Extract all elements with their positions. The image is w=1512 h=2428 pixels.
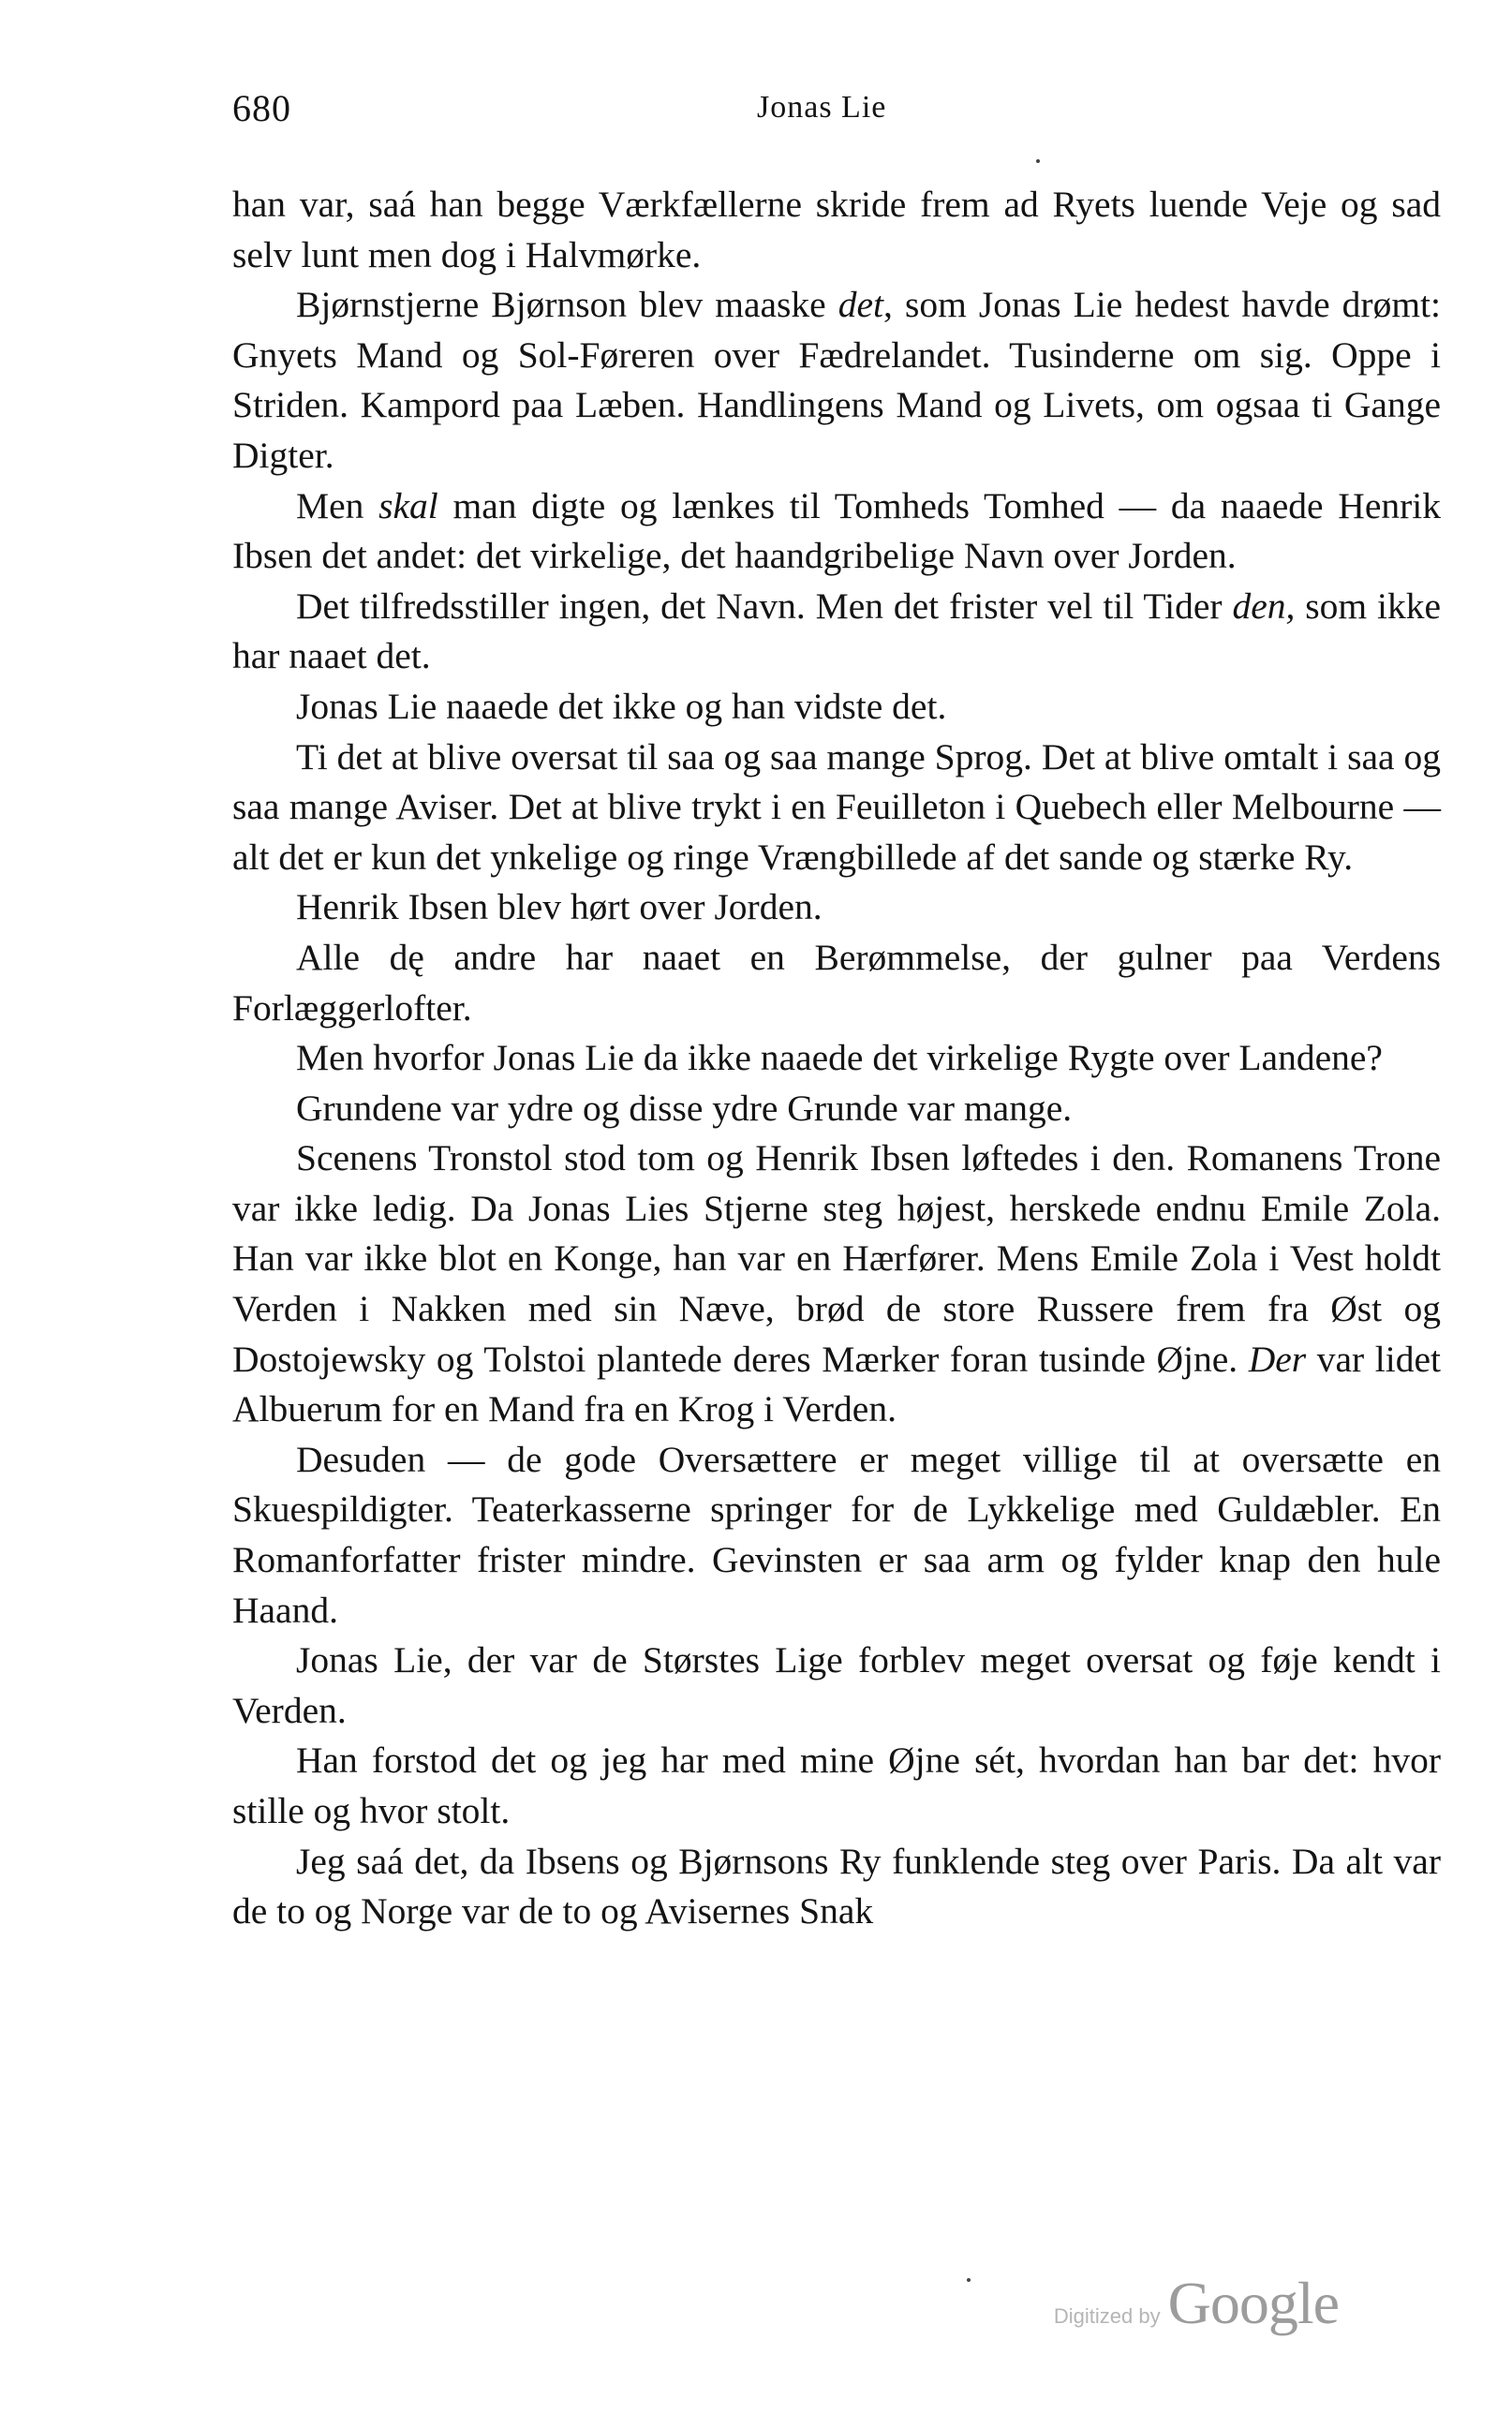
page-number: 680: [232, 87, 291, 129]
paragraph: [232, 1084, 1441, 1134]
paragraph: [232, 1033, 1441, 1084]
paragraph: [232, 1133, 1441, 1435]
paragraph-text: Grundene var ydre og disse ydre Grunde var mange.: [296, 1087, 1073, 1129]
emphasis-text: Der: [1248, 1338, 1307, 1380]
paragraph-text: Jonas Lie naaede det ikke og han vidste det.: [296, 685, 947, 727]
emphasis-text: skal: [378, 484, 438, 526]
emphasis-text: den,: [1232, 585, 1296, 627]
running-head: Jonas Lie: [757, 90, 887, 125]
paragraph-text: Han forstod det og jeg har med mine Øjne sét, hvordan han bar det: hvor stille og hvor stolt.: [232, 1740, 1441, 1831]
paragraph: [232, 1736, 1441, 1836]
paragraph: [232, 933, 1441, 1033]
paragraph-text: Desuden — de gode Oversættere er meget villige til at oversætte en Skuespildigter. Teaterkasserne springer for de Lykkelige med Guldæbler. En Romanforfatter frister mindre. Gevinsten er saa arm og fylder knap den hule Haand.: [232, 1438, 1441, 1631]
google-logo: Google: [1167, 2270, 1339, 2336]
paragraph-text: Det tilfredsstiller ingen, det Navn. Men det frister vel til Tider: [296, 585, 1233, 627]
paragraph: [232, 1435, 1441, 1636]
digitized-label: Digitized by: [1053, 2304, 1161, 2328]
paragraph-text: Scenens Tronstol stod tom og Henrik Ibsen løftedes i den. Romanens Trone var ikke ledig. Da Jonas Lies Stjerne steg højest, herskede endnu Emile Zola. Han var ikke blot en Konge, han var en Hærfører. Mens Emile Zola i Vest holdt Verden i Nakken med sin Næve, brød de store Russere frem fra Øst og Dostojewsky og Tolstoi plantede deres Mærker foran tusinde Øjne.: [232, 1137, 1441, 1380]
paragraph: [232, 882, 1441, 933]
paragraph-text: Alle dę andre har naaet en Berømmelse, der gulner paa Verdens Forlæggerlofter.: [232, 936, 1441, 1029]
digitized-watermark: [1054, 2269, 1339, 2338]
paragraph-text: som ikke har naaet det.: [232, 585, 1441, 677]
paragraph: [232, 481, 1441, 582]
paragraph: [232, 180, 1441, 280]
paragraph-text: , som Jonas Lie hedest havde drømt: Gnyets Mand og Sol-Føreren over Fædrelandet. Tusinderne om sig. Oppe i Striden. Kampord paa Læben. Handlingens Mand og Livets, om ogsaa ti Gange Digter.: [232, 284, 1442, 476]
paragraph-text: Henrik Ibsen blev hørt over Jorden.: [296, 886, 823, 928]
paragraph: [232, 1837, 1441, 1937]
print-speck: [967, 2278, 971, 2282]
paragraph: [232, 582, 1441, 682]
paragraph: [232, 1636, 1441, 1736]
body-text: [232, 180, 1441, 1937]
paragraph-text: Bjørnstjerne Bjørnson blev maaske: [296, 284, 838, 326]
page-header: [232, 86, 1441, 142]
paragraph-text: Men hvorfor Jonas Lie da ikke naaede det virkelige Rygte over Landene?: [296, 1037, 1383, 1079]
paragraph-text: han var, saá han begge Værkfællerne skride frem ad Ryets luende Veje og sad selv lunt men dog i Halvmørke.: [232, 184, 1441, 275]
print-speck: [1036, 159, 1040, 163]
paragraph-text: Men: [296, 484, 379, 526]
paragraph-text: Ti det at blive oversat til saa og saa mange Sprog. Det at blive omtalt i saa og saa mange Aviser. Det at blive trykt i en Feuilleton i Quebech eller Melbourne — alt det er kun det ynkelige og ringe Vrængbillede af det sande og stærke Ry.: [232, 735, 1441, 878]
paragraph-text: man digte og lænkes til Tomheds Tomhed — da naaede Henrik Ibsen det andet: det virkelige, det haandgribelige Navn over Jorden.: [232, 484, 1441, 577]
paragraph-text: Jonas Lie, der var de Størstes Lige forblev meget oversat og føje kendt i Verden.: [232, 1639, 1441, 1731]
paragraph: [232, 682, 1441, 733]
paragraph: [232, 733, 1441, 883]
paragraph-text: Jeg saá det, da Ibsens og Bjørnsons Ry funklende steg over Paris. Da alt var de to og Norge var de to og Avisernes Snak: [232, 1840, 1441, 1932]
paragraph-text: var lidet Albuerum for en Mand fra en Krog i Verden.: [232, 1338, 1441, 1430]
emphasis-text: det: [838, 284, 884, 326]
paragraph: [232, 280, 1441, 481]
